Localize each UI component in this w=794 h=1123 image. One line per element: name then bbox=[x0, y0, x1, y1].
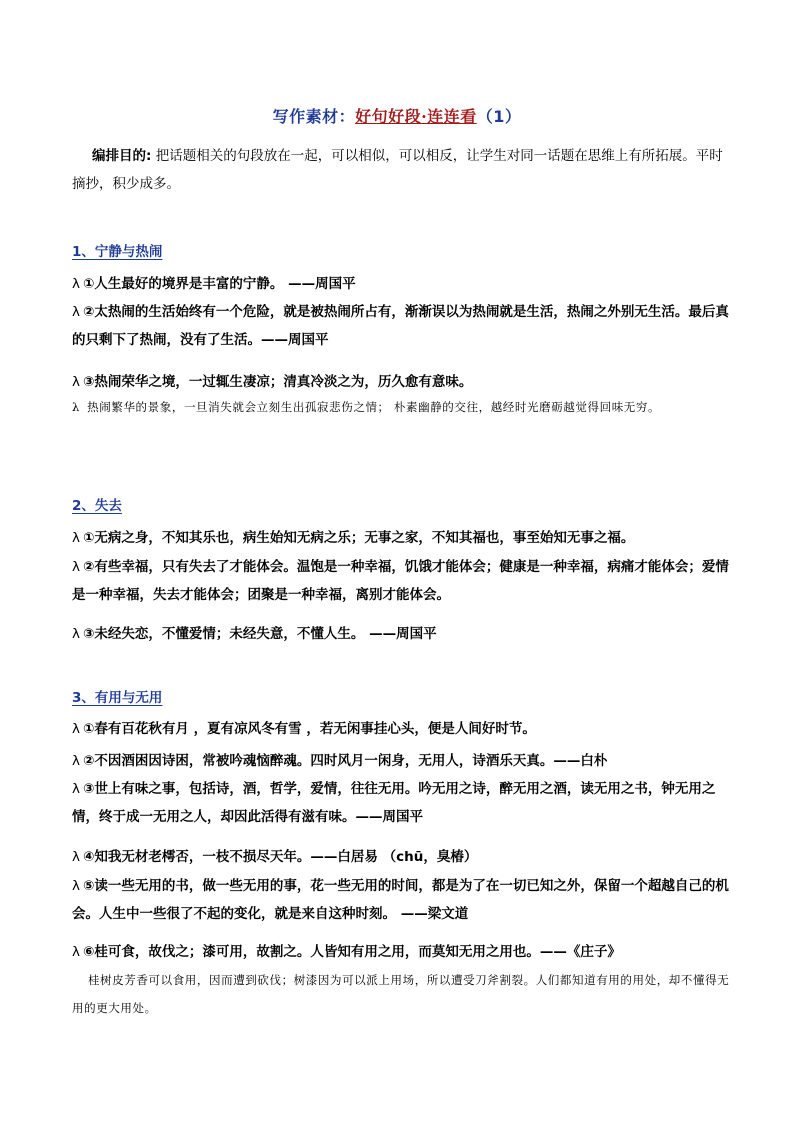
bullet-icon: λ bbox=[72, 781, 80, 797]
list-item bbox=[72, 775, 734, 831]
bullet-icon: λ bbox=[72, 530, 80, 546]
note-text: 热闹繁华的景象，一旦消失就会立刻生出孤寂悲伤之情； 朴素幽静的交往，越经时光磨砺越觉得回味无穷。 bbox=[82, 400, 661, 414]
bullet-icon: λ bbox=[72, 753, 80, 769]
item-text: ③世上有味之事，包括诗，酒，哲学，爱情，往往无用。吟无用之诗，醉无用之酒，读无用之书，钟无用之情，终于成一无用之人，却因此活得有滋有味。——周国平 bbox=[72, 781, 716, 825]
title-prefix: 写作素材： bbox=[272, 107, 356, 126]
bullet-icon: λ bbox=[72, 944, 80, 960]
list-item bbox=[72, 749, 607, 769]
bullet-icon: λ bbox=[72, 626, 80, 642]
note-paragraph: 桂树皮芳香可以食用，因而遭到砍伐；树漆因为可以派上用场，所以遭受刀斧割裂。人们都知道有用的用处，却不懂得无用的更大用处。 bbox=[72, 973, 730, 1015]
title-highlight: 好句好段·连连看 bbox=[355, 107, 477, 126]
bullet-icon: λ bbox=[72, 374, 80, 390]
list-item bbox=[72, 272, 356, 292]
bullet-icon: λ bbox=[72, 276, 80, 292]
intro-paragraph bbox=[72, 142, 732, 198]
item-text: ②有些幸福，只有失去了才能体会。温饱是一种幸福，饥饿才能体会；健康是一种幸福，病痛才能体会；爱情是一种幸福，失去才能体会；团聚是一种幸福，离别才能体会。 bbox=[72, 559, 729, 603]
list-item bbox=[72, 553, 734, 609]
list-item bbox=[72, 872, 734, 928]
list-item bbox=[72, 622, 437, 642]
page-title bbox=[0, 104, 794, 127]
item-text: ③未经失恋，不懂爱情；未经失意，不懂人生。 ——周国平 bbox=[83, 626, 437, 642]
item-text: ①无病之身，不知其乐也，病生始知无病之乐；无事之家，不知其福也，事至始知无事之福。 bbox=[83, 530, 635, 546]
intro-label: 编排目的: bbox=[92, 148, 152, 164]
item-text: ②太热闹的生活始终有一个危险，就是被热闹所占有，渐渐误以为热闹就是生活，热闹之外别无生活。最后真的只剩下了热闹，没有了生活。——周国平 bbox=[72, 304, 729, 348]
section-heading-1: 1、宁静与热闹 bbox=[72, 244, 163, 260]
list-item bbox=[72, 298, 734, 354]
item-text: ⑤读一些无用的书，做一些无用的事，花一些无用的时间，都是为了在一切已知之外，保留一个超越自己的机会。人生中一些很了不起的变化，就是来自这种时刻。 ——梁文道 bbox=[72, 878, 729, 922]
item-text: ①春有百花秋有月 ，夏有凉风冬有雪 ，若无闲事挂心头，便是人间好时节。 bbox=[83, 721, 536, 737]
list-item bbox=[72, 370, 472, 390]
list-item bbox=[72, 940, 621, 960]
bullet-icon: λ bbox=[72, 878, 80, 894]
bullet-icon: λ bbox=[72, 400, 80, 414]
intro-text: 把话题相关的句段放在一起，可以相似，可以相反，让学生对同一话题在思维上有所拓展。平时摘抄，积少成多。 bbox=[72, 148, 723, 192]
bullet-icon: λ bbox=[72, 721, 80, 737]
item-text: ①人生最好的境界是丰富的宁静。 ——周国平 bbox=[83, 276, 356, 292]
list-item bbox=[72, 717, 536, 737]
bullet-icon: λ bbox=[72, 304, 80, 320]
section-heading-2: 2、失去 bbox=[72, 498, 122, 514]
list-item bbox=[72, 845, 477, 865]
bullet-icon: λ bbox=[72, 849, 80, 865]
bullet-icon: λ bbox=[72, 559, 80, 575]
item-text: ③热闹荣华之境，一过辄生凄凉；清真冷淡之为，历久愈有意味。 bbox=[83, 374, 473, 390]
item-text: ②不因酒困因诗困，常被吟魂恼醉魂。四时风月一闲身，无用人，诗酒乐天真。——白朴 bbox=[83, 753, 608, 769]
note-paragraph bbox=[72, 393, 732, 421]
item-text: ④知我无材老樗否，一枝不损尽天年。——白居易 （chū，臭椿） bbox=[83, 849, 478, 865]
item-text: ⑥桂可食，故伐之；漆可用，故割之。人皆知有用之用，而莫知无用之用也。——《庄子》 bbox=[83, 944, 621, 960]
section-heading-3: 3、有用与无用 bbox=[72, 690, 163, 706]
list-item bbox=[72, 526, 634, 546]
title-suffix: （1） bbox=[476, 107, 522, 126]
